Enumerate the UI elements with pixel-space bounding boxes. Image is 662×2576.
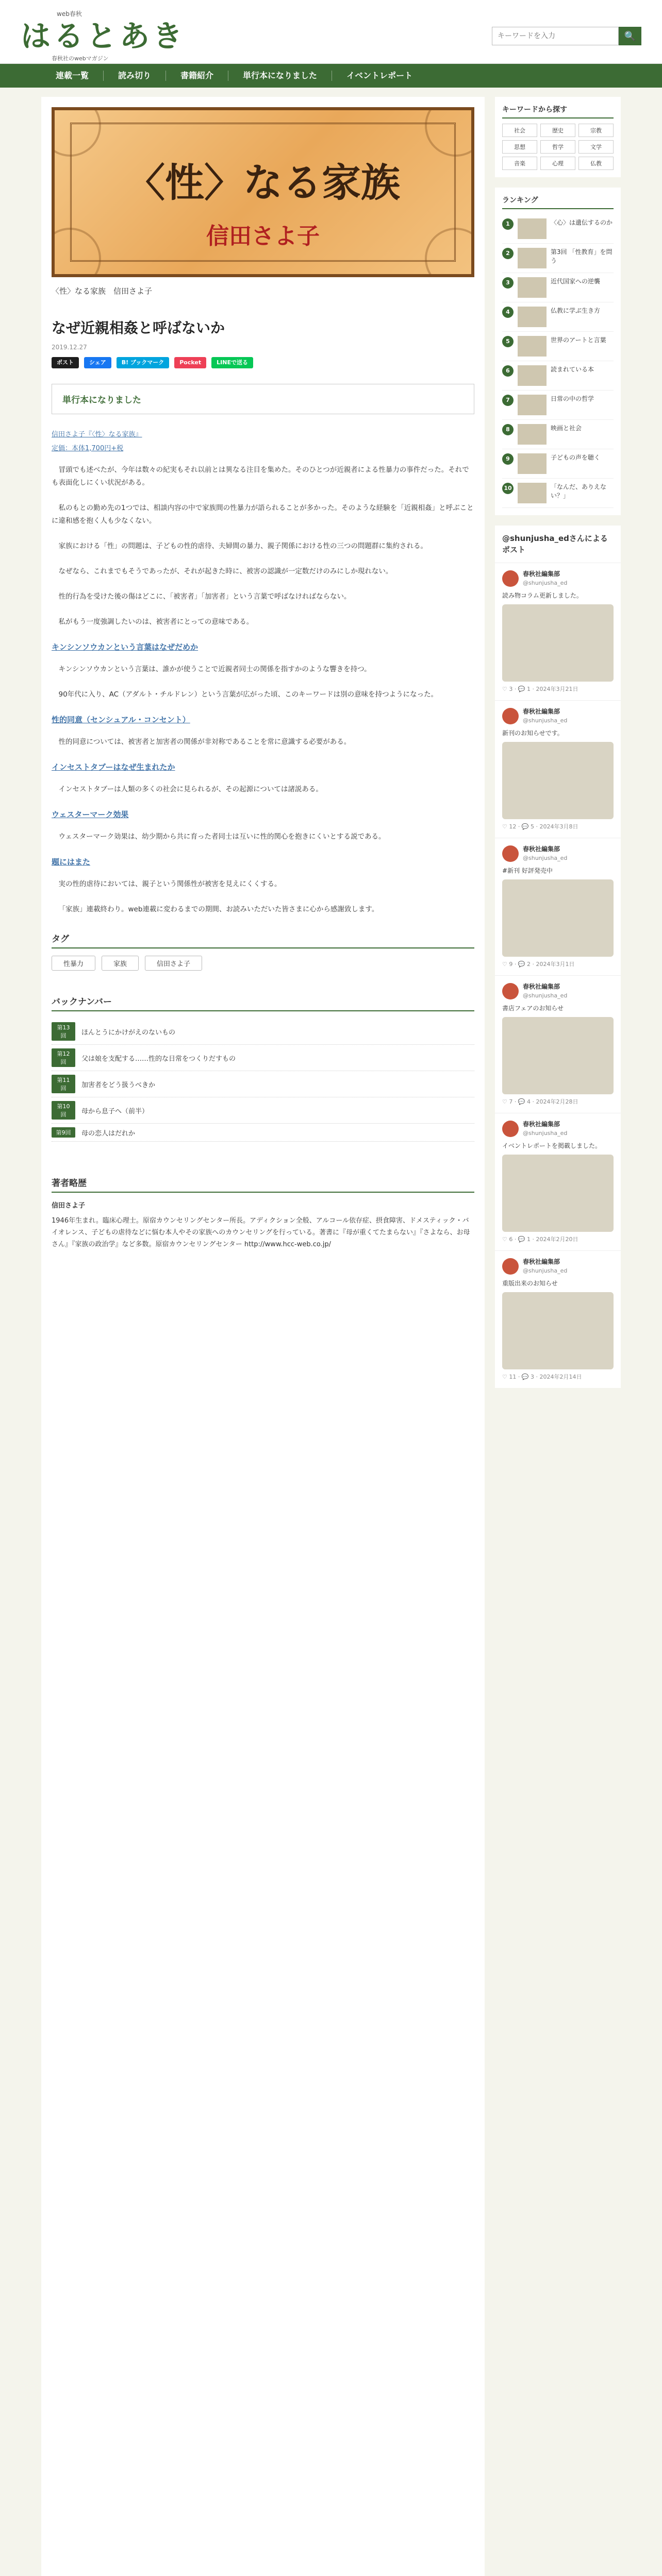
tag[interactable]: 信田さよ子 [145,956,202,971]
rank-text: 映画と社会 [551,425,582,432]
backnumber-item[interactable] [52,1045,474,1071]
nav-item-published[interactable]: 単行本になりました [228,71,332,81]
tweet-likes: 9 [509,961,513,968]
tweet-replies: 5 [531,823,535,830]
tweet-header [502,1257,614,1276]
share-hatena-button[interactable]: B! ブックマーク [117,357,169,368]
ranking-box [495,188,621,515]
share-line-button[interactable]: LINEで送る [211,357,253,368]
paragraph: なぜなら、これまでもそうであったが、それが起きた時に、被害の認識が一定数だけのみにしか現れない。 [58,567,393,575]
tweet-likes: 3 [509,686,513,692]
tweet-author: 春秋社編集部 [523,1258,560,1265]
ranking-item[interactable] [502,302,614,332]
tweet[interactable] [495,700,621,838]
tweet-meta: ♡ 7 · 💬 4 · 2024年2月28日 [502,1098,578,1105]
tag[interactable]: 性暴力 [52,956,95,971]
keyword-chip[interactable]: 心理 [540,157,575,170]
keyword-chip[interactable]: 哲学 [540,140,575,154]
author-bio: 1946年生まれ。臨床心理士。原宿カウンセリングセンター所長。アディクション全般、アルコール依存症、摂食障害、ドメスティック・バイオレンス、子どもの虐待などに悩む本人やその家族へのカウンセリングを行っている。著書に『母が重くてたまらない』『さよなら、お母さん』『家族の政治学』など多数。原宿カウンセリングセンター http://www.hcc-web.co.jp/ [52,1217,470,1248]
series-heading: 単行本になりました [62,395,141,405]
tweet-header [502,844,614,863]
tweet-handle: @shunjusha_ed [523,855,568,861]
ranking-item[interactable] [502,449,614,479]
tweet[interactable] [495,1113,621,1250]
tweet-header [502,707,614,725]
backnumber-text: 父は娘を支配する……性的な日常をつくりだすもの [81,1055,236,1063]
keyword-chip[interactable]: 歴史 [540,124,575,137]
site-logo[interactable] [21,9,186,62]
keyword-chip[interactable]: 音楽 [502,157,537,170]
backnumber-item[interactable] [52,1097,474,1124]
article-title: なぜ近親相姦と呼ばないか [52,319,225,336]
paragraph: 私がもう一度強調したいのは、被害者にとっての意味である。 [58,618,254,626]
article-body [52,464,474,916]
backnumber-text: ほんとうにかけがえのないもの [81,1028,176,1037]
backnumber-text: 母の恋人はだれか [81,1129,136,1138]
tweet-image [502,604,614,682]
author-name: 信田さよ子 [52,1202,86,1210]
ranking-item[interactable] [502,214,614,244]
hero-caption: 〈性〉なる家族 信田さよ子 [52,286,153,296]
hero-banner [52,107,474,277]
tweet-meta: ♡ 12 · 💬 5 · 2024年3月8日 [502,823,578,830]
logo-tagline: 春秋社のwebマガジン [52,55,109,62]
nav-item-series[interactable]: 連載一覧 [41,71,104,81]
rank-number: 8 [502,424,514,435]
search-button[interactable]: 🔍 [619,27,641,45]
rank-thumbnail [518,307,547,327]
tweet-header [502,982,614,1001]
rank-text: 〈心〉は遺伝するのか [551,219,613,226]
backnumber-item[interactable] [52,1124,474,1142]
tweet-likes: 7 [509,1098,513,1105]
rank-text: 日常の中の哲学 [551,395,594,402]
rank-number: 4 [502,307,514,318]
ranking-item[interactable] [502,361,614,391]
tweet-replies: 4 [527,1098,531,1105]
backnumber-number: 第11回 [52,1075,75,1093]
rank-thumbnail [518,453,547,474]
backnumber-text: 加害者をどう扱うべきか [81,1081,156,1089]
sidebar [495,97,621,1388]
paragraph: 私のもとの勤め先の1つでは、相談内容の中で家族間の性暴力が語られることが多かった。そのような経験を「近親相姦」と呼ぶことに違和感を抱く人も少なくない。 [52,504,474,525]
tweet-image [502,879,614,957]
keyword-box [495,97,621,177]
tweet-handle: @shunjusha_ed [523,1267,568,1274]
tweet[interactable] [495,1250,621,1388]
share-x-button[interactable]: ポスト [52,357,79,368]
tags-block [52,928,474,971]
search-box [492,27,641,45]
logo-small: web春秋 [57,10,82,18]
rank-text: 世界のアートと言葉 [551,336,606,344]
book-link[interactable]: 信田さよ子『〈性〉なる家族』 [52,431,142,438]
tweet-header [502,1120,614,1138]
tweet-handle: @shunjusha_ed [523,717,568,724]
rank-number: 1 [502,218,514,230]
keyword-grid [502,124,614,170]
rank-number: 9 [502,453,514,465]
site-header [0,0,662,64]
tweet-header [502,569,614,588]
rank-text: 第3回 「性教育」を問う [551,248,613,264]
share-facebook-button[interactable]: シェア [84,357,111,368]
tweet-likes: 6 [509,1236,513,1243]
backnumber-text: 母から息子へ（前半） [81,1107,149,1115]
backnumber-block [52,991,474,1142]
tweets-title: @shunjusha_edさんによるポスト [495,526,621,563]
backnumber-number: 第12回 [52,1048,75,1067]
rank-text: 仏教に学ぶ生き方 [551,307,601,314]
tweet-text: 書店フェアのお知らせ [502,1005,564,1012]
section-heading: 性的同意（センシュアル・コンセント） [52,715,190,724]
tweet-text: 新刊のお知らせです。 [502,730,564,737]
search-input[interactable] [492,27,619,45]
tag[interactable]: 家族 [102,956,139,971]
rank-number: 7 [502,395,514,406]
tweet[interactable] [495,563,621,700]
tweet-meta: ♡ 11 · 💬 3 · 2024年2月14日 [502,1374,582,1380]
rank-number: 5 [502,336,514,347]
tweet[interactable] [495,838,621,975]
ranking-item[interactable] [502,391,614,420]
avatar [502,708,519,724]
tweet-handle: @shunjusha_ed [523,1130,568,1137]
rank-text: 近代国家への逆襲 [551,278,601,285]
paragraph: 実の性的虐待においては、親子という関係性が被害を見えにくくする。 [58,880,282,888]
avatar [502,845,519,862]
tweet-image [502,1292,614,1369]
rank-thumbnail [518,277,547,298]
ranking-item[interactable] [502,244,614,273]
tweet-replies: 1 [527,1236,531,1243]
author-block [52,1173,474,1250]
rank-text: 読まれている本 [551,366,594,373]
backnumber-number: 第9回 [52,1127,75,1138]
paragraph: ウェスターマーク効果は、幼少期から共に育った者同士は互いに性的関心を抱きにくいとする説である。 [58,833,386,841]
tweet-text: 重版出来のお知らせ [502,1280,558,1287]
rank-thumbnail [518,424,547,445]
keyword-chip[interactable]: 宗教 [578,124,614,137]
nav-item-books[interactable]: 書籍紹介 [166,71,228,81]
rank-number: 6 [502,365,514,377]
section-heading: インセストタブーはなぜ生まれたか [52,762,175,772]
rank-number: 2 [502,248,514,259]
tweet-date: 2024年2月28日 [536,1098,578,1105]
rank-thumbnail [518,248,547,268]
tweet-text: 読み物コラム更新しました。 [502,592,583,599]
tweet-author: 春秋社編集部 [523,983,560,990]
rank-text: 子どもの声を聴く [551,454,601,461]
share-pocket-button[interactable]: Pocket [174,357,206,368]
tweet-author: 春秋社編集部 [523,708,560,715]
backnumber-title: バックナンバー [52,991,474,1011]
tweet-meta: ♡ 6 · 💬 1 · 2024年2月20日 [502,1236,578,1243]
paragraph: キンシンソウカンという言葉は、誰かが使うことで近親者同士の関係を指すかのような響きを持つ。 [58,665,371,673]
nav-item-events[interactable]: イベントレポート [346,71,413,80]
tags-title: タグ [52,928,474,948]
paragraph: インセストタブーは人類の多くの社会に見られるが、その起源については諸説ある。 [58,785,323,793]
paragraph: 90年代に入り、AC（アダルト・チルドレン）という言葉が広がった頃、このキーワードは別の意味を持つようになった。 [58,690,438,699]
tweet-date: 2024年2月14日 [539,1374,582,1380]
tweet-image [502,1017,614,1094]
tweet-handle: @shunjusha_ed [523,992,568,999]
paragraph: 冒頭でも述べたが、今年は数々の紀実もそれ以前とは異なる注目を集めた。そのひとつが近親者による性暴力の事件だった。それでも表面化しにくい状況がある。 [52,466,469,487]
logo-main: はるとあき [21,19,186,54]
paragraph: 性的行為を受けた後の傷はどこに、「被害者」「加害者」という言葉で呼ばなければならない。 [58,592,351,601]
tweet-date: 2024年2月20日 [536,1236,578,1243]
tweet-meta: ♡ 3 · 💬 1 · 2024年3月21日 [502,686,578,692]
article-main [41,97,485,2576]
tweet-likes: 12 [509,823,517,830]
rank-thumbnail [518,336,547,357]
rank-text: 「なんだ、ありえない？」 [551,483,607,499]
rank-thumbnail [518,365,547,386]
hero-author: 信田さよ子 [206,223,320,249]
ranking-item[interactable] [502,420,614,449]
rank-thumbnail [518,395,547,415]
tweets-widget [495,526,621,1388]
book-links [52,429,474,452]
avatar [502,1121,519,1137]
author-profile [52,1200,474,1250]
rank-number: 3 [502,277,514,289]
tweet-text: イベントレポートを掲載しました。 [502,1142,602,1149]
tweet-date: 2024年3月8日 [539,823,578,830]
tweet-author: 春秋社編集部 [523,1121,560,1128]
hero-title: 〈性〉なる家族 [126,160,400,206]
paragraph: 性的同意については、被害者と加害者の関係が非対称であることを常に意識する必要がある。 [58,738,351,746]
section-heading: ウェスターマーク効果 [52,810,129,819]
ranking-item[interactable] [502,479,614,508]
rank-thumbnail [518,483,547,503]
tweet-date: 2024年3月21日 [536,686,578,692]
avatar [502,983,519,999]
avatar [502,1258,519,1275]
section-heading: 題にはまた [52,857,91,867]
tweet-meta: ♡ 9 · 💬 2 · 2024年3月1日 [502,961,575,968]
share-buttons [52,357,474,368]
ranking-title: ランキング [502,195,614,209]
tweet-text: #新刊 好評発売中 [502,867,553,874]
avatar [502,570,519,587]
tweet-image [502,742,614,819]
keyword-chip[interactable]: 社会 [502,124,537,137]
keyword-chip[interactable]: 思想 [502,140,537,154]
backnumber-number: 第10回 [52,1101,75,1120]
tweet-handle: @shunjusha_ed [523,580,568,586]
tweet-author: 春秋社編集部 [523,570,560,578]
tweet[interactable] [495,975,621,1113]
tweet-image [502,1155,614,1232]
tweet-likes: 11 [509,1374,517,1380]
tweet-date: 2024年3月1日 [536,961,575,968]
tweet-replies: 1 [527,686,531,692]
closing-paragraph: 「家族」連載終わり。web連載に変わるまでの期間、お読みいただいた皆さまに心から感謝致します。 [58,905,379,913]
paragraph: 家族における「性」の問題は、子どもの性的虐待、夫婦間の暴力、親子関係における性の三つの問題群に集約される。 [58,542,427,550]
backnumber-item[interactable] [52,1019,474,1045]
tweet-replies: 3 [531,1374,535,1380]
series-box [52,384,474,414]
tag-list [52,956,474,971]
rank-number: 10 [502,483,514,494]
tweet-replies: 2 [527,961,531,968]
section-heading: キンシンソウカンという言葉はなぜだめか [52,642,198,652]
tweet-author: 春秋社編集部 [523,845,560,853]
keyword-chip[interactable]: 仏教 [578,157,614,170]
author-title: 著者略歴 [52,1173,474,1193]
publish-date: 2019.12.27 [52,344,87,351]
rank-thumbnail [518,218,547,239]
ranking-item[interactable] [502,332,614,361]
nav-item-articles[interactable]: 読み切り [104,71,166,81]
backnumber-item[interactable] [52,1071,474,1097]
backnumber-number: 第13回 [52,1022,75,1041]
book-price[interactable]: 定価：本体1,700円+税 [52,445,124,452]
main-nav [0,64,662,88]
keyword-chip[interactable]: 文学 [578,140,614,154]
ranking-item[interactable] [502,273,614,302]
keyword-title: キーワードから探す [502,104,614,118]
